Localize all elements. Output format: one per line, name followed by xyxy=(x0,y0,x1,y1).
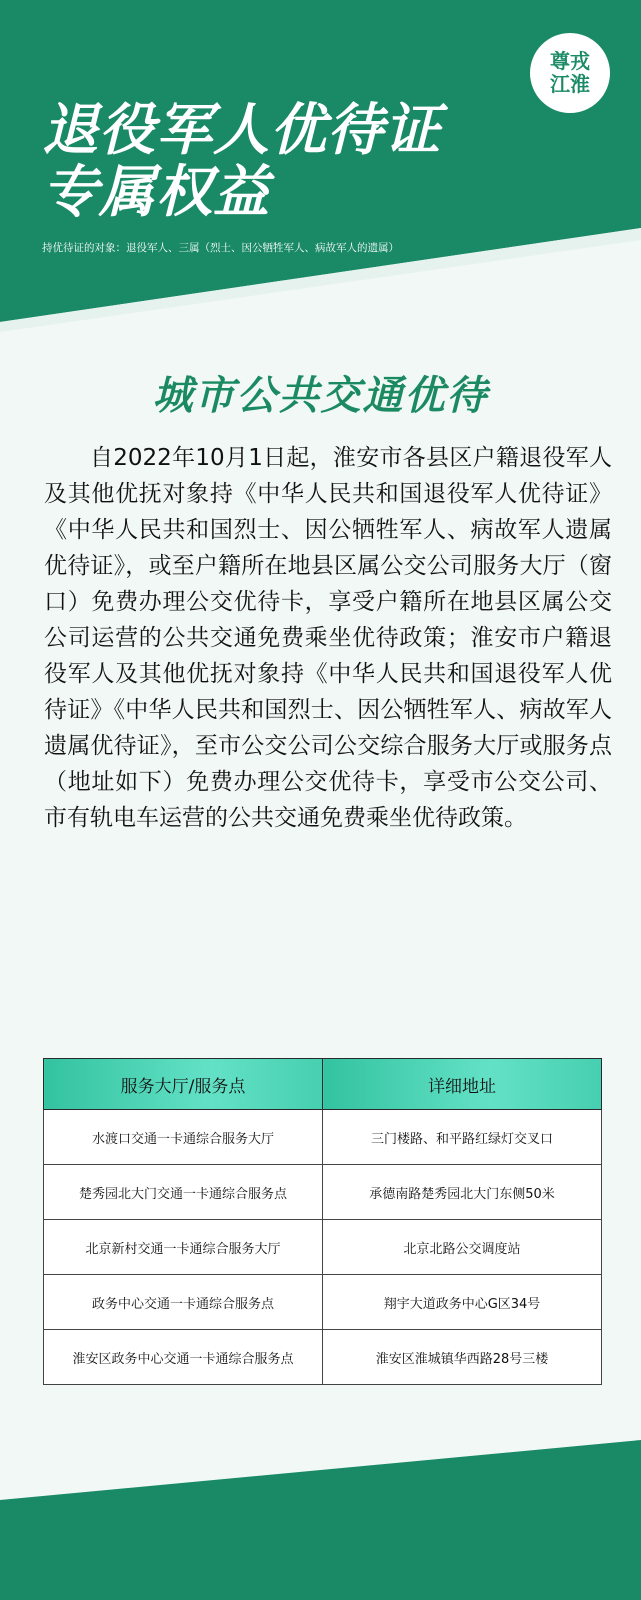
service-point-address: 承德南路楚秀园北大门东侧50米 xyxy=(323,1165,602,1220)
badge-line2: 江淮 xyxy=(550,72,590,96)
brand-badge xyxy=(530,33,610,113)
page-subtitle: 持优待证的对象：退役军人、三属（烈士、因公牺牲军人、病故军人的遗属） xyxy=(42,242,399,254)
table-row xyxy=(44,1110,602,1165)
badge-line1: 尊戎 xyxy=(550,49,590,73)
table-row xyxy=(44,1275,602,1330)
service-point-address: 三门楼路、和平路红绿灯交叉口 xyxy=(323,1110,602,1165)
service-point-address: 淮安区淮城镇华西路28号三楼 xyxy=(323,1330,602,1385)
service-point-address: 北京北路公交调度站 xyxy=(323,1220,602,1275)
title-line1: 退役军人优待证 xyxy=(42,98,441,163)
service-point-name: 政务中心交通一卡通综合服务点 xyxy=(44,1275,323,1330)
service-point-name: 楚秀园北大门交通一卡通综合服务点 xyxy=(44,1165,323,1220)
header-address: 详细地址 xyxy=(323,1059,602,1110)
title-line2: 专属权益 xyxy=(42,160,270,225)
page-title xyxy=(42,100,441,224)
service-point-address: 翔宇大道政务中心G区34号 xyxy=(323,1275,602,1330)
service-point-name: 淮安区政务中心交通一卡通综合服务点 xyxy=(44,1330,323,1385)
service-point-name: 水渡口交通一卡通综合服务大厅 xyxy=(44,1110,323,1165)
table-row xyxy=(44,1330,602,1385)
policy-paragraph: 自2022年10月1日起，淮安市各县区户籍退役军人及其他优抚对象持《中华人民共和国退役军人优待证》《中华人民共和国烈士、因公牺牲军人、病故军人遗属优待证》，或至户籍所在地县区属公交公司服务大厅（窗口）免费办理公交优待卡，享受户籍所在地县区属公交公司运营的公共交通免费乘坐优待政策；淮安市户籍退役军人及其他优抚对象持《中华人民共和国退役军人优待证》《中华人民共和国烈士、因公牺牲军人、病故军人遗属优待证》，至市公交公司公交综合服务大厅或服务点（地址如下）免费办理公交优待卡，享受市公交公司、市有轨电车运营的公共交通免费乘坐优待政策。 xyxy=(44,445,612,831)
table-row xyxy=(44,1220,602,1275)
service-point-name: 北京新村交通一卡通综合服务大厅 xyxy=(44,1220,323,1275)
table-row xyxy=(44,1165,602,1220)
table-header-row xyxy=(44,1059,602,1110)
footer-green-band xyxy=(0,1440,641,1600)
header-service-point: 服务大厅/服务点 xyxy=(44,1059,323,1110)
service-points-table xyxy=(43,1058,602,1385)
section-title: 城市公共交通优待 xyxy=(152,373,489,419)
